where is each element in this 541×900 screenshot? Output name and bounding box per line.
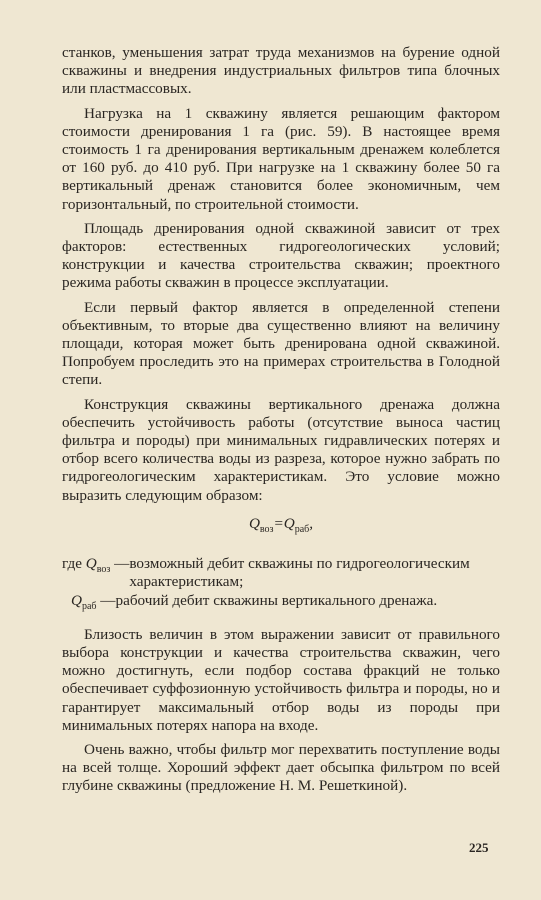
paragraph-well-construction: Конструкция скважины вертикального дренажа должна обеспечить устойчивость работы (отсутствие выноса частиц фильтра и породы) при минимальных гидравлических потерях и отбор всего количества воды из разреза, которое нужно забрать по гидрогеологическим характеристикам. Это условие можно выразить следующим образом:	[62, 395, 500, 504]
definition-dash: —	[96, 591, 116, 609]
paragraph-factors: Если первый фактор является в определенной степени объективным, то вторые два существенно влияют на величину площади, которая может быть дренирована одной скважиной. Попробуем проследить это на примерах строительства в Голодной степи.	[62, 298, 500, 389]
definition-symbol: Q	[71, 591, 82, 609]
formula-rhs-symbol: Q	[283, 514, 295, 532]
formula	[62, 515, 500, 539]
formula-tail: ,	[309, 514, 314, 532]
formula-lhs-sub: воз	[259, 523, 274, 535]
paragraph-filter: Очень важно, чтобы фильтр мог перехватить поступление воды на всей толще. Хороший эффект дает обсыпка фильтром по всей глубине скважины (предложение Н. М. Решеткиной).	[62, 740, 500, 795]
definition-q-rab	[62, 592, 500, 616]
definition-sub: раб	[81, 600, 97, 612]
paragraph-drainage-area: Площадь дренирования одной скважиной зависит от трех факторов: естественных гидрогеологических условий; конструкции и качества строительства скважин; проектного режима работы скважин в процессе эксплуатации.	[62, 219, 500, 292]
formula-eq: =	[273, 514, 284, 532]
definition-q-voz	[62, 555, 500, 591]
definition-text: рабочий дебит скважины вертикального дренажа.	[115, 591, 438, 609]
paragraph-load-per-well: Нагрузка на 1 скважину является решающим фактором стоимости дренирования 1 га (рис. 59). В настоящее время стоимость 1 га дренирования вертикальным дренажем колеблется от 160 руб. до 410 руб. При нагрузке на 1 скважину более 50 га вертикальный дренаж становится более экономичным, чем горизонтальный, по строительной стоимости.	[62, 104, 500, 213]
definition-symbol: Q	[85, 555, 97, 573]
definition-dash: —	[110, 555, 130, 573]
definition-sub: воз	[96, 564, 111, 576]
definitions	[62, 555, 500, 616]
formula-rhs-sub: раб	[294, 523, 310, 535]
page-number: 225	[469, 840, 489, 855]
definition-text: возможный дебит скважины по гидрогеологическим характеристикам;	[129, 555, 470, 591]
definition-prefix: где	[62, 555, 86, 573]
formula-lhs-symbol: Q	[248, 514, 260, 532]
page-text	[62, 44, 500, 802]
paragraph-continuation: станков, уменьшения затрат труда механизмов на бурение одной скважины и внедрения индустриальных фильтров типа блочных или пластмассовых.	[62, 44, 500, 98]
paragraph-closeness: Близость величин в этом выражении зависит от правильного выбора конструкции и качества строительства скважин, чего можно достигнуть, если подбор состава фракций не только обеспечивает суффозионную устойчивость фильтра и породы, но и гарантирует максимальный отбор воды из породы при минимальных потерях напора на входе.	[62, 625, 500, 734]
